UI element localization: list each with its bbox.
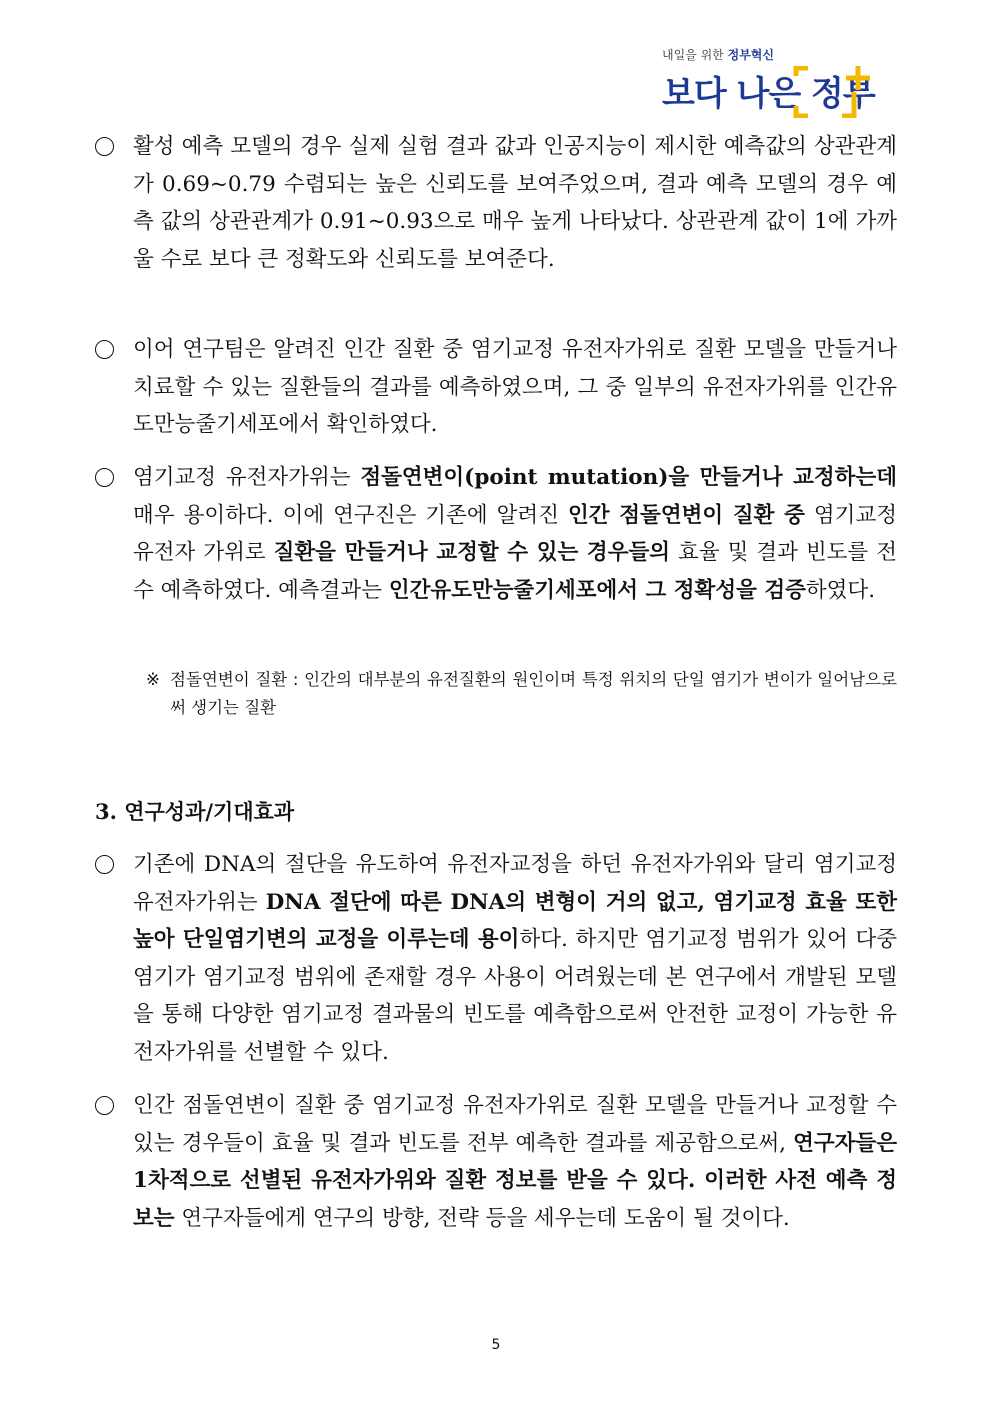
- text-segment: 매우 용이하다. 이에 연구진은 기존에 알려진: [133, 502, 569, 528]
- text-segment: 염기교정 유전자 가위로: [133, 502, 897, 565]
- page-number: 5: [491, 1337, 501, 1353]
- text-segment: 하였다.: [805, 577, 876, 603]
- circle-bullet-icon: [95, 468, 114, 487]
- text-segment: 염기교정 유전자가위는: [133, 465, 361, 490]
- paragraph-text: [133, 1087, 897, 1237]
- paragraph-text: [133, 128, 897, 278]
- paragraph-2: [95, 331, 897, 444]
- text-segment: 기존에 DNA의 절단을 유도하여 유전자교정을 하던 유전자가위와 달리 염기교정 유전자가위는: [133, 852, 897, 915]
- bold-text-segment: 인간 점돌연변이 질환 중: [568, 502, 805, 528]
- circle-bullet-icon: [95, 1096, 114, 1115]
- bold-text-segment: 질환을 만들거나 교정할 수 있는 경우들의: [273, 540, 671, 565]
- text-segment: 효율 및 결과 빈도를 전수 예측하였다. 예측결과는: [133, 540, 897, 603]
- text-segment: 활성 예측 모델의 경우 실제 실험 결과 값과 인공지능이 제시한 예측값의 상관관계가 0.69~0.79 수렴되는 높은 신뢰도를 보여주었으며, 결과 예측 모델의 경우 예측 값의 상관관계가 0.91~0.93으로 매우 높게 나타났다. 상관관계 값이 1에 가까울 수로 보다 큰 정확도와 신뢰도를 보여준다.: [133, 134, 897, 272]
- text-segment: 이어 연구팀은 알려진 인간 질환 중 염기교정 유전자가위로 질환 모델을 만들거나 치료할 수 있는 질환들의 결과를 예측하였으며, 그 중 일부의 유전자가위를 인간유도만능줄기세포에서 확인하였다.: [133, 337, 897, 437]
- paragraph-text: [133, 331, 897, 444]
- bold-text-segment: 인간유도만능줄기세포에서 그 정확성을 검증: [388, 577, 806, 603]
- circle-bullet-icon: [95, 340, 114, 359]
- circle-bullet-icon: [95, 855, 114, 874]
- logo-main-text: 보다 나은 정부: [662, 74, 875, 114]
- circle-bullet-icon: [95, 137, 114, 156]
- footnote: [146, 666, 897, 722]
- bold-text-segment: 점돌연변이(point mutation)을 만들거나 교정하는데: [360, 465, 897, 490]
- paragraph-text: [133, 846, 897, 1071]
- logo-tagline-emphasis: 정부혁신: [727, 48, 774, 62]
- bold-text-segment: DNA 절단에 따른 DNA의 변형이 거의 없고, 염기교정 효율 또한 높아 단일염기변의 교정을 이루는데 용이: [133, 889, 897, 952]
- logo-tagline-prefix: 내일을 위한: [662, 48, 724, 62]
- logo-bracket-plus-icon: [792, 66, 872, 118]
- bold-text-segment: 연구자들은 1차적으로 선별된 유전자가위와 질환 정보를 받을 수 있다. 이러한 사전 예측 정보는: [133, 1130, 897, 1231]
- footnote-text: 점돌연변이 질환 : 인간의 대부분의 유전질환의 원인이며 특정 위치의 단일 염기가 변이가 일어남으로써 생기는 질환: [170, 670, 897, 717]
- paragraph-text: [133, 459, 897, 609]
- text-segment: 연구자들에게 연구의 방향, 전략 등을 세우는데 도움이 될 것이다.: [174, 1205, 790, 1231]
- logo-tagline: [662, 46, 774, 63]
- reference-mark-icon: ※: [146, 670, 160, 689]
- text-segment: 하다. 하지만 염기교정 범위가 있어 다중 염기가 염기교정 범위에 존재할 경우 사용이 어려웠는데 본 연구에서 개발된 모델을 통해 다양한 염기교정 결과물의 빈도를 예측함으로써 안전한 교정이 가능한 유전자가위를 선별할 수 있다.: [133, 927, 898, 1065]
- paragraph-4: [95, 846, 897, 1071]
- paragraph-3: [95, 459, 897, 609]
- paragraph-5: [95, 1087, 897, 1237]
- section-heading: 3. 연구성과/기대효과: [95, 799, 295, 824]
- government-innovation-logo: [658, 40, 898, 122]
- paragraph-1: [95, 128, 897, 278]
- text-segment: 인간 점돌연변이 질환 중 염기교정 유전자가위로 질환 모델을 만들거나 교정할 수 있는 경우들이 효율 및 결과 빈도를 전부 예측한 결과를 제공함으로써,: [133, 1093, 897, 1156]
